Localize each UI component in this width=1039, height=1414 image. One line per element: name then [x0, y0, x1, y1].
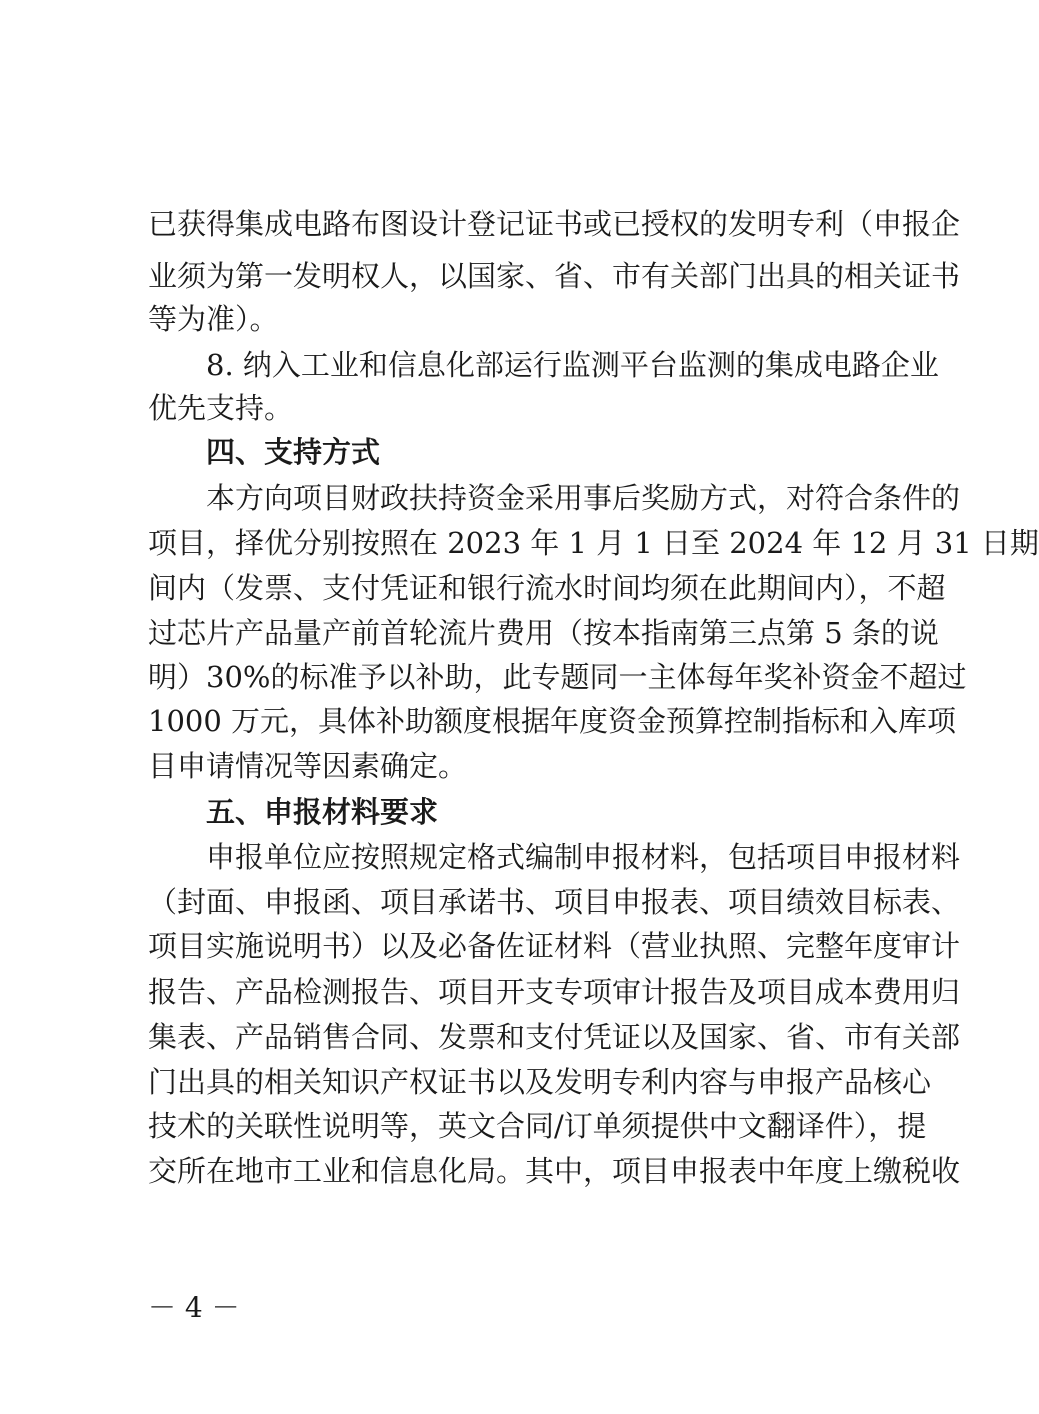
paragraph-line: （封面、申报函、项目承诺书、项目申报表、项目绩效目标表、 [148, 885, 961, 919]
paragraph-line: 项目实施说明书）以及必备佐证材料（营业执照、完整年度审计 [148, 929, 961, 963]
paragraph-line: 申报单位应按照规定格式编制申报材料，包括项目申报材料 [206, 840, 961, 874]
paragraph-line: 优先支持。 [148, 391, 294, 425]
page-number: － 4 － [148, 1291, 240, 1324]
section-heading: 五、申报材料要求 [206, 795, 439, 829]
paragraph-line: 已获得集成电路布图设计登记证书或已授权的发明专利（申报企 [148, 207, 961, 241]
section-heading: 四、支持方式 [206, 435, 381, 469]
paragraph-line: 集表、产品销售合同、发票和支付凭证以及国家、省、市有关部 [148, 1020, 961, 1054]
paragraph-line: 本方向项目财政扶持资金采用事后奖励方式，对符合条件的 [206, 481, 961, 515]
paragraph-line: 交所在地市工业和信息化局。其中，项目申报表中年度上缴税收 [148, 1154, 961, 1188]
paragraph-line: 门出具的相关知识产权证书以及发明专利内容与申报产品核心 [148, 1065, 932, 1099]
paragraph-line: 项目，择优分别按照在 2023 年 1 月 1 日至 2024 年 12 月 31 日期 [148, 526, 1039, 560]
paragraph-line: 等为准）。 [148, 302, 279, 336]
paragraph-line: 业须为第一发明权人，以国家、省、市有关部门出具的相关证书 [148, 259, 961, 293]
paragraph-line: 技术的关联性说明等，英文合同/订单须提供中文翻译件），提 [148, 1109, 927, 1143]
paragraph-line: 过芯片产品量产前首轮流片费用（按本指南第三点第 5 条的说 [148, 616, 939, 650]
paragraph-line: 1000 万元，具体补助额度根据年度资金预算控制指标和入库项 [148, 704, 957, 738]
paragraph-line: 明）30%的标准予以补助，此专题同一主体每年奖补资金不超过 [148, 660, 967, 694]
paragraph-line: 间内（发票、支付凭证和银行流水时间均须在此期间内），不超 [148, 571, 946, 605]
paragraph-line: 报告、产品检测报告、项目开支专项审计报告及项目成本费用归 [148, 975, 961, 1009]
paragraph-line: 8. 纳入工业和信息化部运行监测平台监测的集成电路企业 [206, 348, 939, 382]
paragraph-line: 目申请情况等因素确定。 [148, 749, 468, 783]
